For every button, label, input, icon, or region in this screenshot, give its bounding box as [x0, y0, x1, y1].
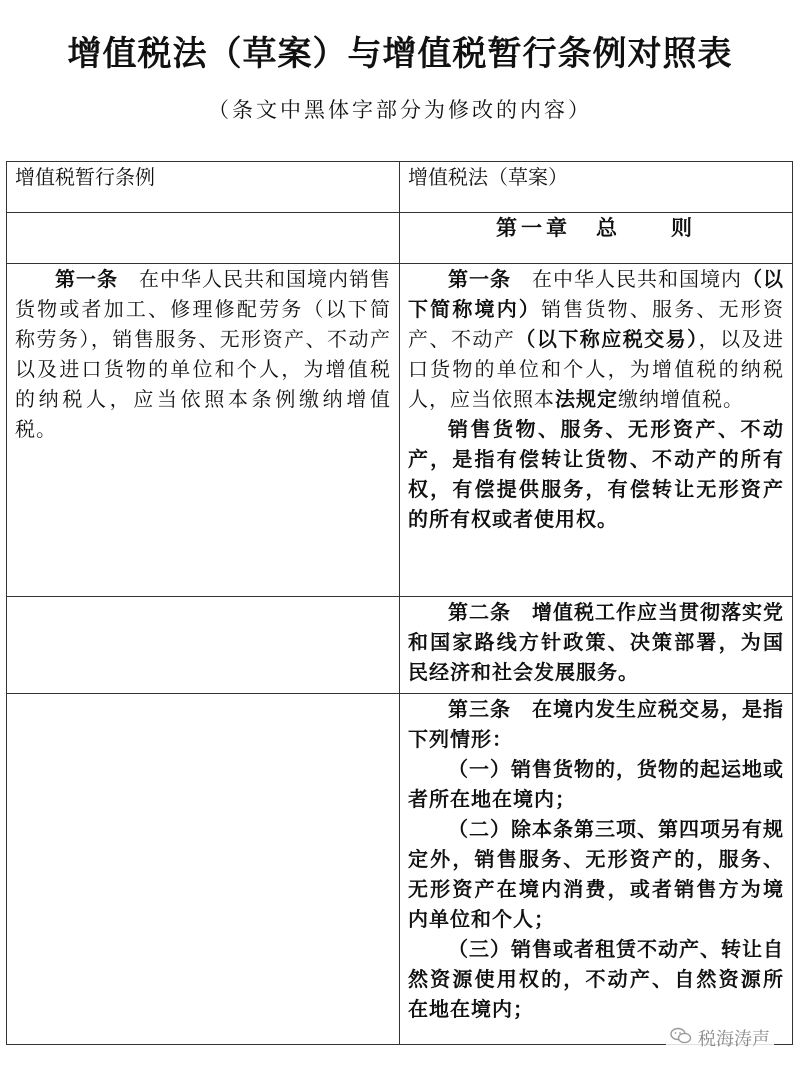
article-paragraph	[408, 597, 784, 687]
table-row	[7, 694, 793, 1045]
modified-text: 第一条	[55, 267, 118, 291]
chapter-heading: 第一章 总 则	[496, 216, 696, 240]
column-header-left: 增值税暂行条例	[7, 162, 400, 213]
table-header-row	[7, 162, 793, 213]
article-paragraph	[408, 264, 784, 414]
modified-text: （三）销售或者租赁不动产、转让自然资源使用权的，不动产、自然资源所在地在境内；	[408, 937, 784, 1021]
modified-text: 法规定	[555, 387, 618, 411]
document-title: 增值税法（草案）与增值税暂行条例对照表	[67, 34, 733, 74]
article-paragraph	[408, 694, 784, 754]
article-paragraph	[15, 264, 391, 444]
modified-text: （以下称应税交易）	[515, 327, 699, 351]
comparison-table	[6, 161, 793, 1045]
article-cell-right	[400, 694, 793, 1045]
chapter-row	[7, 213, 793, 264]
article-text: 在中华人民共和国境内销售货物或者加工、修理修配劳务（以下简称劳务），销售服务、无形资产、不动产以及进口货物的单位和个人，为增值税的纳税人，应当依照本条例缴纳增值税。	[15, 267, 391, 441]
article-text: 缴纳增值税。	[618, 387, 744, 411]
modified-text: （一）销售货物的，货物的起运地或者所在地在境内；	[408, 757, 784, 811]
modified-text: （以下简称境内）	[408, 267, 784, 321]
column-header-right: 增值税法（草案）	[400, 162, 793, 213]
article-cell-left	[7, 597, 400, 694]
article-text: 在中华人民共和国境内	[511, 267, 742, 291]
table-row	[7, 264, 793, 597]
article-text: ，以及进口货物的单位和个人，为增值税的纳税人，应当依照本	[408, 327, 785, 411]
article-paragraph	[408, 754, 784, 814]
watermark-text: 税海涛声	[698, 1029, 770, 1050]
article-cell-left	[7, 694, 400, 1045]
modified-text: 第三条 在境内发生应税交易，是指下列情形：	[408, 697, 784, 751]
chapter-cell-right	[400, 213, 793, 264]
article-cell-left	[7, 264, 400, 597]
article-text: 销售货物、服务、无形资产、不动产	[408, 297, 784, 351]
modified-text: 第二条 增值税工作应当贯彻落实党和国家路线方针政策、决策部署，为国民经济和社会发展服务。	[408, 600, 784, 684]
chapter-cell-left	[7, 213, 400, 264]
table-row	[7, 597, 793, 694]
article-paragraph	[408, 414, 784, 534]
watermark	[666, 1023, 774, 1053]
modified-text: 销售货物、服务、无形资产、不动产，是指有偿转让货物、不动产的所有权，有偿提供服务，有偿转让无形资产的所有权或者使用权。	[408, 417, 784, 531]
article-paragraph	[408, 814, 784, 934]
document-subtitle: （条文中黑体字部分为修改的内容）	[208, 98, 592, 122]
article-cell-right	[400, 264, 793, 597]
modified-text: 第一条	[448, 267, 511, 291]
article-cell-right	[400, 597, 793, 694]
modified-text: （二）除本条第三项、第四项另有规定外，销售服务、无形资产的，服务、无形资产在境内消费，或者销售方为境内单位和个人；	[408, 817, 784, 931]
article-paragraph	[408, 934, 784, 1024]
wechat-icon	[670, 1027, 692, 1050]
